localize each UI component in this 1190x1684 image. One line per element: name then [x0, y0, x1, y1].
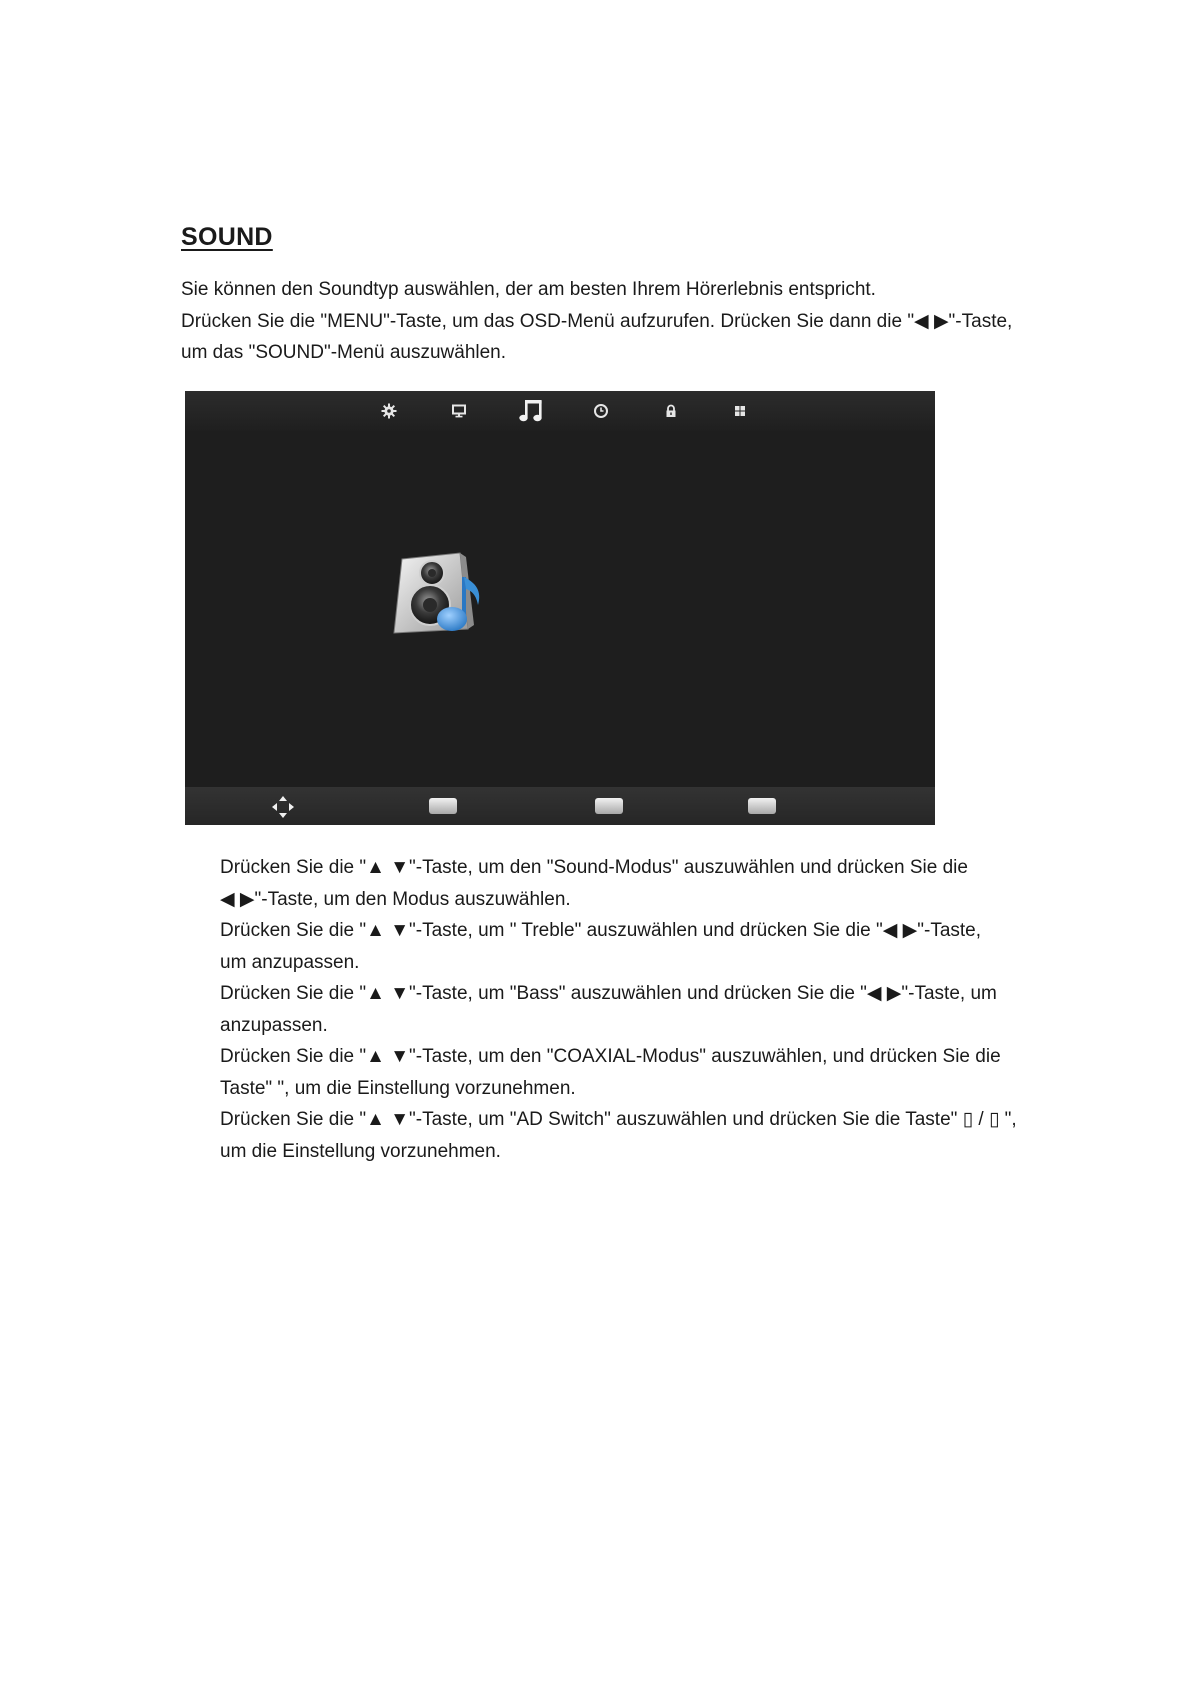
button-key-icon [595, 798, 623, 814]
step-line: Drücken Sie die "▲ ▼"-Taste, um den "COAXIAL-Modus" auszuwählen, und drücken Sie die [220, 1046, 1001, 1067]
lock-icon [663, 403, 679, 419]
tab-sound[interactable] [518, 397, 546, 425]
step-line: Taste" ", um die Einstellung vorzunehmen. [220, 1077, 576, 1099]
intro-line: um das "SOUND"-Menü auszuwählen. [181, 342, 507, 363]
tv-osd-sound-menu [185, 391, 935, 825]
navigation-cross-icon [271, 795, 295, 824]
monitor-icon [451, 403, 467, 419]
music-note-icon [518, 398, 546, 424]
step-line: Drücken Sie die "▲ ▼"-Taste, um den "Sound-Modus" auszuwählen und drücken Sie die [220, 857, 968, 878]
step-line: anzupassen. [220, 1014, 328, 1036]
osd-hint-bar [185, 787, 935, 825]
gear-icon [381, 403, 397, 419]
clock-icon [593, 403, 609, 419]
tab-time[interactable] [589, 397, 613, 425]
grid-icon [732, 403, 748, 419]
tab-setup-apps[interactable] [728, 397, 752, 425]
intro-text [181, 274, 1061, 369]
step-line: Drücken Sie die "▲ ▼"-Taste, um "Bass" auszuwählen und drücken Sie die "◀ ▶"-Taste, um [220, 983, 997, 1004]
step-line: Drücken Sie die "▲ ▼"-Taste, um "AD Switch" auszuwählen und drücken Sie die Taste" ▯ / ▯ ", [220, 1109, 1017, 1130]
tab-lock[interactable] [659, 397, 683, 425]
button-key-icon [429, 798, 457, 814]
step-line: Drücken Sie die "▲ ▼"-Taste, um " Treble" auszuwählen und drücken Sie die "◀ ▶"-Taste, [220, 920, 982, 941]
tab-setup[interactable] [377, 397, 401, 425]
intro-line: Drücken Sie die "MENU"-Taste, um das OSD-Menü aufzurufen. Drücken Sie dann die "◀ ▶"-Taste, [181, 310, 1013, 332]
button-key-icon [748, 798, 776, 814]
step-line: ◀ ▶"-Taste, um den Modus auszuwählen. [220, 888, 571, 910]
osd-tab-bar [185, 391, 935, 431]
intro-line: Sie können den Soundtyp auswählen, der am besten Ihrem Hörerlebnis entspricht. [181, 279, 876, 300]
instruction-steps [220, 852, 1090, 1167]
speaker-music-icon [388, 551, 488, 646]
page-title: SOUND [181, 223, 273, 251]
tab-picture[interactable] [447, 397, 471, 425]
step-line: um anzupassen. [220, 951, 360, 973]
step-line: um die Einstellung vorzunehmen. [220, 1140, 501, 1162]
